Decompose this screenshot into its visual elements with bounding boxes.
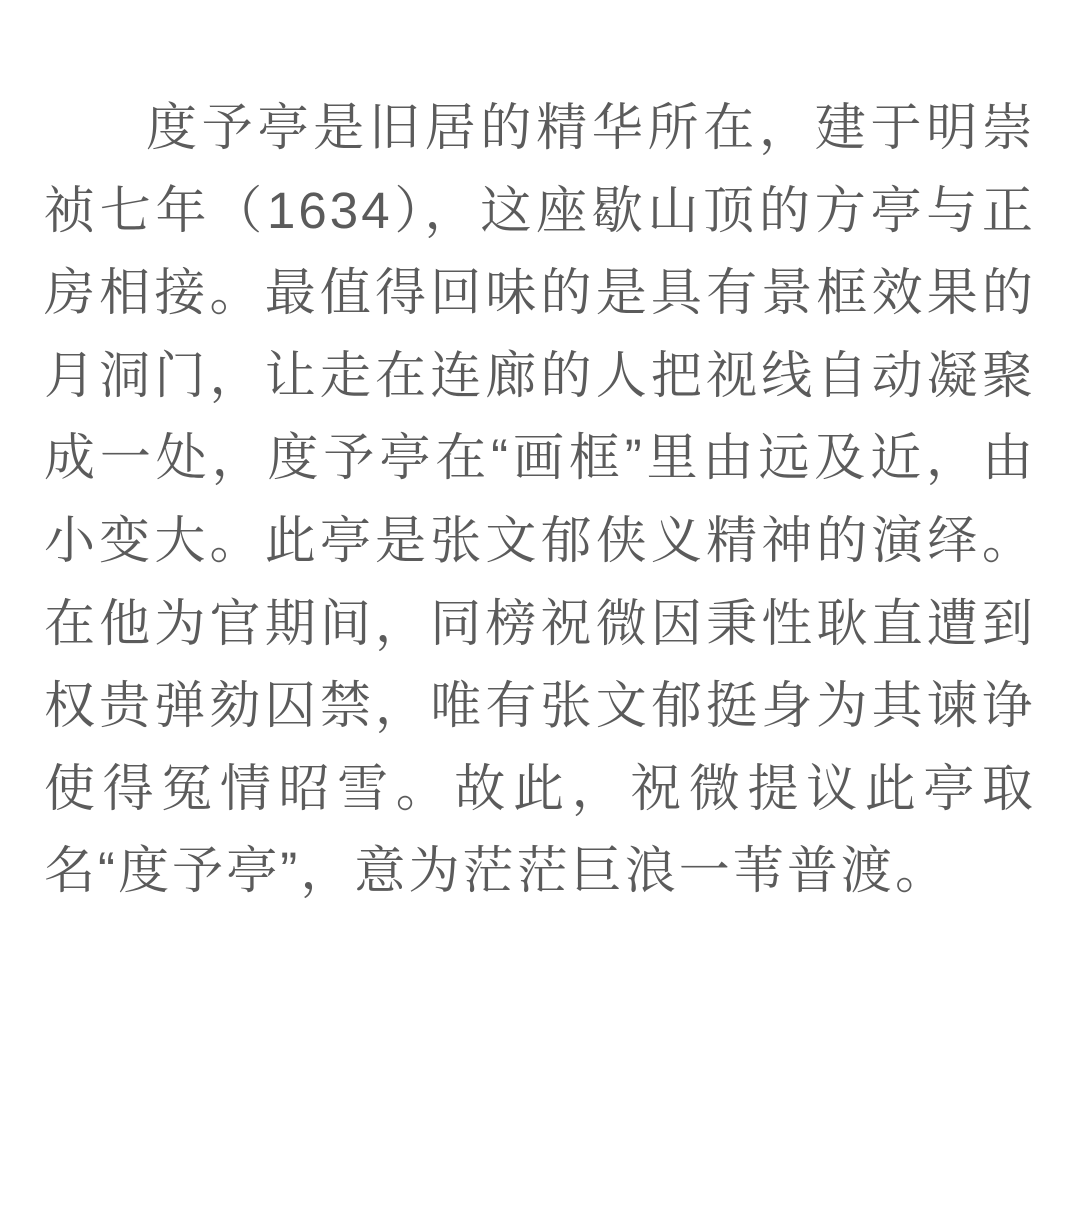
article-paragraph: 度予亭是旧居的精华所在，建于明崇祯七年（1634），这座歇山顶的方亭与正房相接。最值得回味的是具有景框效果的月洞门，让走在连廊的人把视线自动凝聚成一处，度予亭在“画框”里由远及近，由小变大。此亭是张文郁侠义精神的演绎。在他为官期间，同榜祝微因秉性耿直遭到权贵弹劾囚禁，唯有张文郁挺身为其谏诤使得冤情昭雪。故此，祝微提议此亭取名“度予亭”，意为茫茫巨浪一苇普渡。: [44, 99, 1036, 900]
